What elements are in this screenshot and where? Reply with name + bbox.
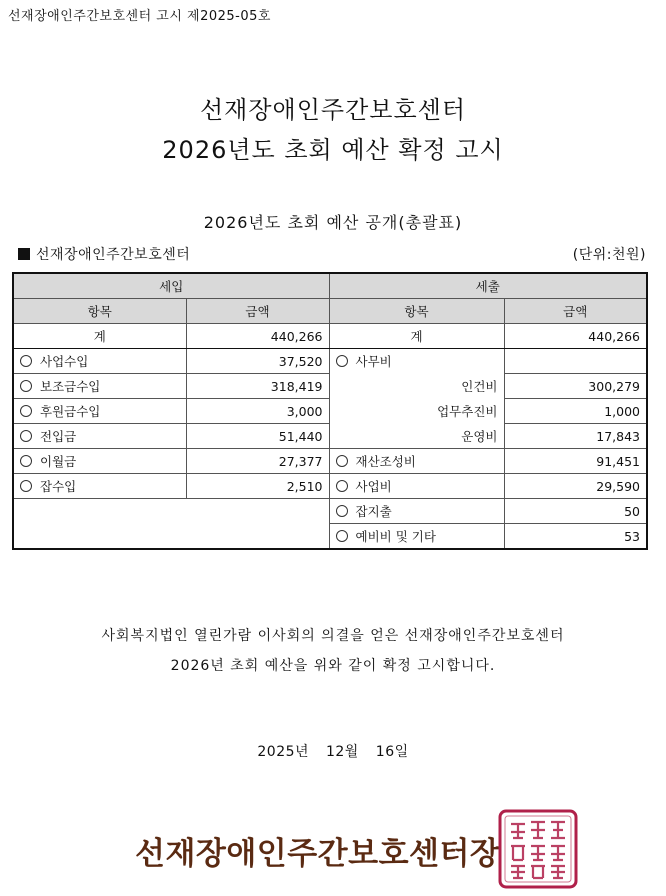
expense-total-label: 계 xyxy=(329,324,504,349)
revenue-amount: 37,520 xyxy=(186,349,329,374)
circle-bullet-icon xyxy=(336,355,348,367)
expense-item xyxy=(329,474,504,499)
revenue-item-header: 항목 xyxy=(13,299,186,324)
table-row xyxy=(13,399,647,424)
total-row xyxy=(13,324,647,349)
expense-amount: 50 xyxy=(504,499,647,524)
revenue-item xyxy=(13,449,186,474)
table-row xyxy=(13,449,647,474)
revenue-total-label: 계 xyxy=(13,324,186,349)
page-title-org: 선재장애인주간보호센터 xyxy=(199,96,467,124)
expense-item xyxy=(329,499,504,524)
date-month: 12월 xyxy=(325,744,359,760)
expense-sub-item: 운영비 xyxy=(329,424,504,449)
statement-line-2: 2026년 초회 예산을 위와 같이 확정 고시합니다. xyxy=(170,658,496,674)
revenue-item-label: 이월금 xyxy=(40,454,77,469)
expense-amount: 91,451 xyxy=(504,449,647,474)
revenue-amount-header: 금액 xyxy=(186,299,329,324)
page-title-main: 2026년도 초회 예산 확정 고시 xyxy=(162,136,504,164)
org-row xyxy=(18,244,190,264)
revenue-amount: 3,000 xyxy=(186,399,329,424)
table-row xyxy=(13,424,647,449)
circle-bullet-icon xyxy=(336,505,348,517)
budget-table xyxy=(12,272,648,550)
expense-item xyxy=(329,524,504,550)
expense-item xyxy=(329,449,504,474)
table-row xyxy=(13,374,647,399)
circle-bullet-icon xyxy=(20,455,32,467)
expense-item-label: 사업비 xyxy=(355,479,392,494)
expense-item-header: 항목 xyxy=(329,299,504,324)
revenue-amount: 2,510 xyxy=(186,474,329,499)
expense-item xyxy=(329,349,504,374)
revenue-item xyxy=(13,474,186,499)
expense-item-label: 잡지출 xyxy=(355,504,392,519)
signer-name: 선재장애인주간보호센터장 xyxy=(135,836,501,872)
date-year: 2025년 xyxy=(257,744,310,760)
expense-total-amount: 440,266 xyxy=(504,324,647,349)
expense-amount: 53 xyxy=(504,524,647,550)
circle-bullet-icon xyxy=(336,455,348,467)
revenue-item xyxy=(13,399,186,424)
date-day: 16일 xyxy=(375,744,409,760)
table-subtitle: 2026년도 초회 예산 공개(총괄표) xyxy=(203,213,463,232)
table-row xyxy=(13,349,647,374)
seal-glyphs xyxy=(511,822,565,878)
table-row xyxy=(13,499,647,524)
revenue-header: 세입 xyxy=(13,273,329,299)
expense-amount: 1,000 xyxy=(504,399,647,424)
revenue-total-amount: 440,266 xyxy=(186,324,329,349)
expense-sub-item: 인건비 xyxy=(329,374,504,399)
notice-number: 선재장애인주간보호센터 고시 제2025-05호 xyxy=(8,9,271,24)
expense-item-label: 예비비 및 기타 xyxy=(355,529,436,544)
circle-bullet-icon xyxy=(336,480,348,492)
expense-amount: 29,590 xyxy=(504,474,647,499)
square-bullet-icon xyxy=(18,248,30,260)
circle-bullet-icon xyxy=(20,430,32,442)
empty-cell xyxy=(13,499,329,550)
expense-amount-header: 금액 xyxy=(504,299,647,324)
revenue-amount: 318,419 xyxy=(186,374,329,399)
revenue-item xyxy=(13,424,186,449)
org-label: 선재장애인주간보호센터 xyxy=(36,247,191,263)
expense-sub-item: 업무추진비 xyxy=(329,399,504,424)
expense-item-label: 사무비 xyxy=(355,354,392,370)
revenue-item-label: 전입금 xyxy=(40,429,77,444)
revenue-item xyxy=(13,349,186,374)
circle-bullet-icon xyxy=(20,405,32,417)
revenue-amount: 51,440 xyxy=(186,424,329,449)
official-seal xyxy=(497,808,579,890)
revenue-item-label: 사업수입 xyxy=(40,354,89,369)
revenue-item-label: 잡수입 xyxy=(40,479,77,494)
expense-amount: 300,279 xyxy=(504,374,647,399)
revenue-item-label: 후원금수입 xyxy=(40,404,101,419)
circle-bullet-icon xyxy=(20,380,32,392)
revenue-item-label: 보조금수입 xyxy=(40,379,101,394)
circle-bullet-icon xyxy=(336,530,348,542)
expense-item-label: 재산조성비 xyxy=(355,454,416,469)
revenue-item xyxy=(13,374,186,399)
expense-amount: 17,843 xyxy=(504,424,647,449)
statement-line-1: 사회복지법인 열린가람 이사회의 의결을 얻은 선재장애인주간보호센터 xyxy=(101,628,565,644)
circle-bullet-icon xyxy=(20,355,32,367)
revenue-amount: 27,377 xyxy=(186,449,329,474)
circle-bullet-icon xyxy=(20,480,32,492)
table-subheader-row xyxy=(13,299,647,324)
notice-date xyxy=(0,741,666,761)
table-header-row xyxy=(13,273,647,299)
unit-label: (단위:천원) xyxy=(572,247,646,263)
expense-header: 세출 xyxy=(329,273,647,299)
expense-amount xyxy=(504,349,647,374)
table-row xyxy=(13,474,647,499)
